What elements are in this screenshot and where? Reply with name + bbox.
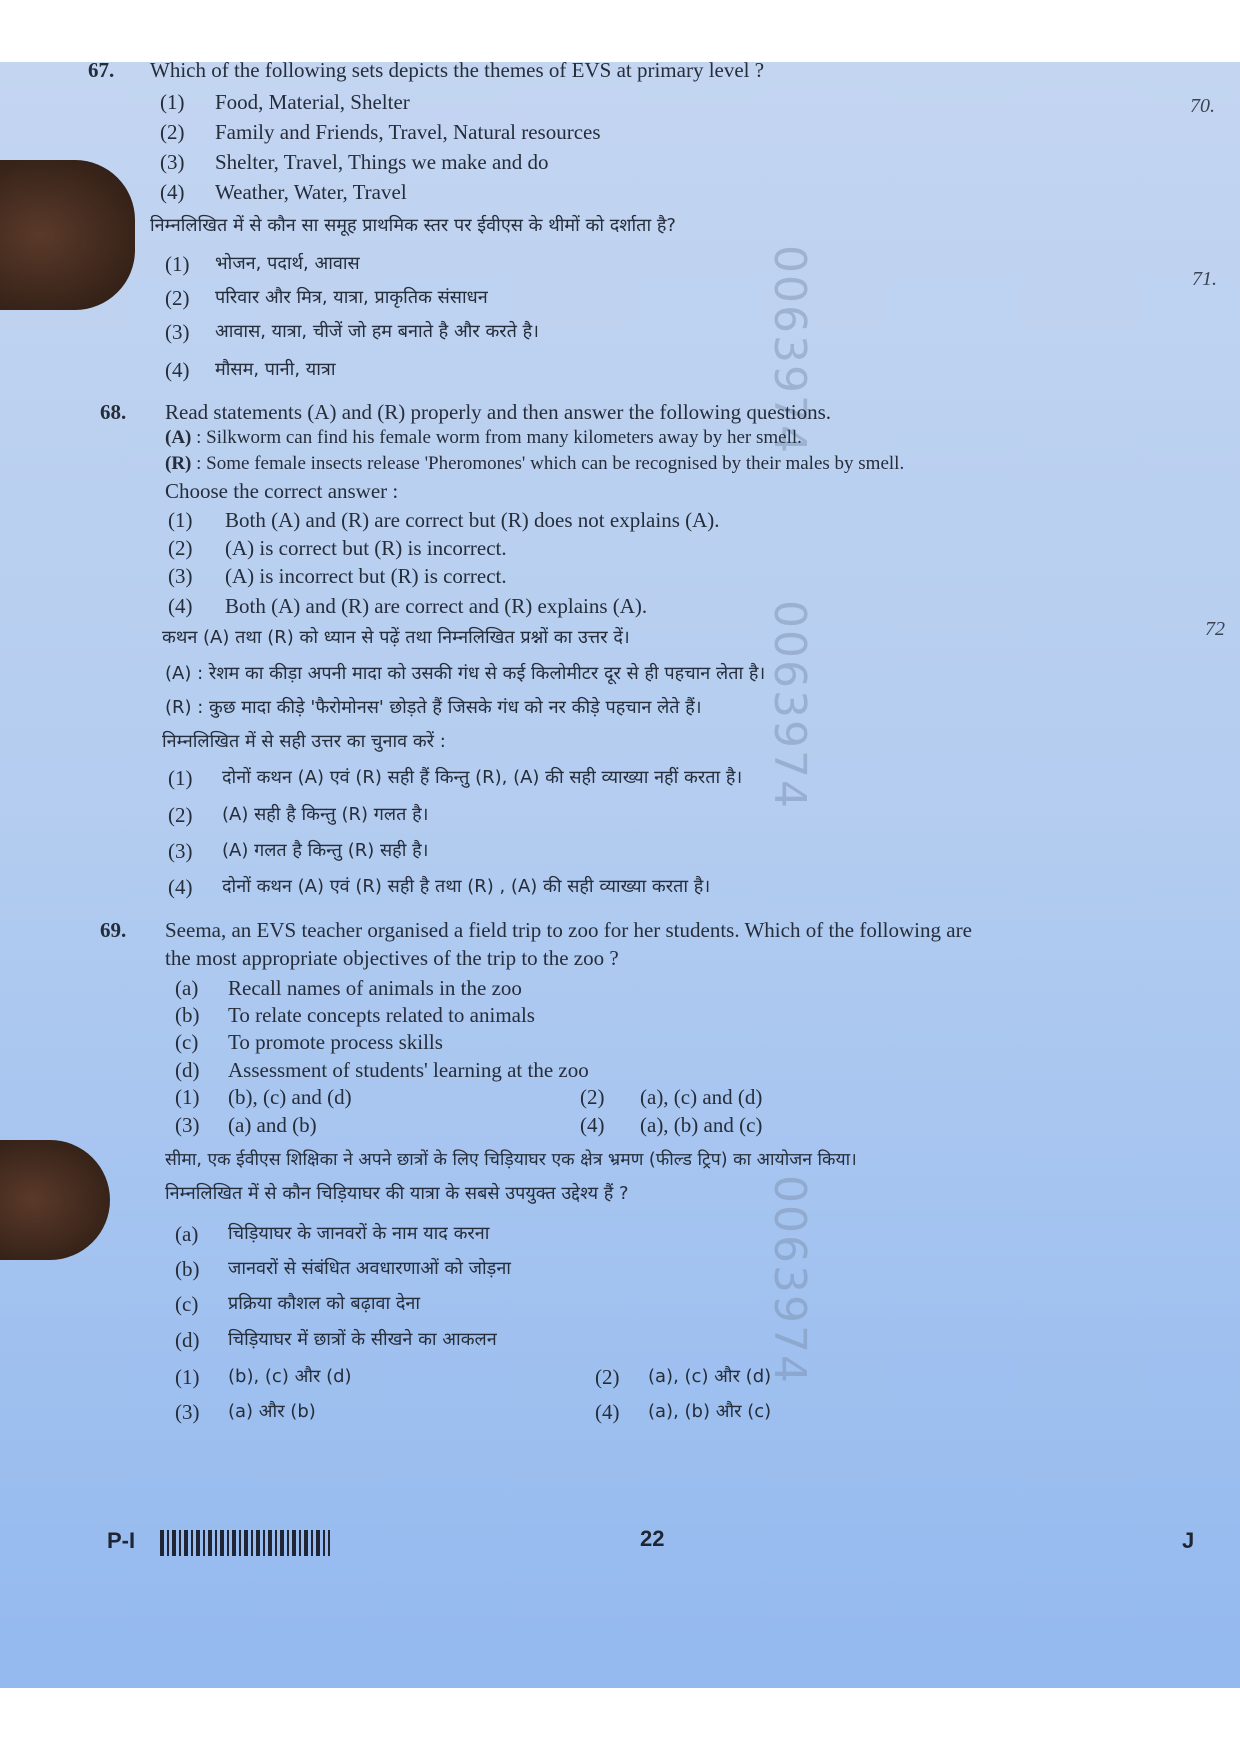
question-text: Read statements (A) and (R) properly and then answer the following questions. [165,400,832,424]
option: (A) is correct but (R) is incorrect. [225,536,507,560]
barcode [160,1530,330,1556]
option: (a), (c) and (d) [640,1085,763,1109]
option-label: (3) [160,150,185,174]
option: (a) and (b) [228,1113,317,1137]
option-label: (2) [160,120,185,144]
question-text-hindi: निम्नलिखित में से कौन सा समूह प्राथमिक स्तर पर ईवीएस के थीमों को दर्शाता है? [150,215,676,236]
question-text: Seema, an EVS teacher organised a field trip to zoo for her students. Which of the following are [165,918,972,942]
statement-label: (R) [165,453,192,474]
option-label: (2) [595,1365,620,1389]
item: To relate concepts related to animals [228,1003,535,1027]
item: Assessment of students' learning at the zoo [228,1058,589,1082]
item-label: (b) [175,1257,200,1281]
watermark: 0063974 [764,245,815,455]
assertion: : Silkworm can find his female worm from many kilometers away by her smell. [196,427,802,448]
thumb [0,160,135,310]
item-hindi: चिड़ियाघर में छात्रों के सीखने का आकलन [228,1329,497,1350]
option-label: (3) [165,320,190,344]
item-label: (c) [175,1292,199,1316]
option: (A) is incorrect but (R) is correct. [225,564,507,588]
item-label: (a) [175,976,199,1000]
item-label: (c) [175,1030,199,1054]
item-hindi: जानवरों से संबंधित अवधारणाओं को जोड़ना [228,1258,511,1279]
option: Shelter, Travel, Things we make and do [215,150,549,174]
item: To promote process skills [228,1030,443,1054]
option-label: (1) [175,1365,200,1389]
option-hindi: मौसम, पानी, यात्रा [215,359,336,380]
option-label: (2) [168,536,193,560]
page-number: 22 [640,1526,665,1551]
option-label: (4) [580,1113,605,1137]
margin-note: 71. [1192,268,1217,290]
option-label: (2) [168,803,193,827]
option-hindi: (b), (c) और (d) [228,1366,352,1387]
option: (b), (c) and (d) [228,1085,352,1109]
option: Food, Material, Shelter [215,90,410,114]
item-hindi: प्रक्रिया कौशल को बढ़ावा देना [228,1293,421,1314]
option-label: (2) [165,286,190,310]
option-hindi: भोजन, पदार्थ, आवास [215,253,360,274]
watermark: 0063974 [764,600,815,810]
item-label: (a) [175,1222,199,1246]
question-text: the most appropriate objectives of the trip to the zoo ? [165,946,619,970]
question-number: 67. [88,58,115,82]
question-number: 69. [100,918,127,942]
instruction-hindi: निम्नलिखित में से सही उत्तर का चुनाव करें : [162,731,446,752]
option-label: (1) [160,90,185,114]
instruction: Choose the correct answer : [165,479,399,503]
option-hindi: (a), (b) और (c) [648,1401,772,1422]
option-label: (1) [168,766,193,790]
reason-hindi: (R) : कुछ मादा कीड़े 'फैरोमोनस' छोड़ते हैं जिसके गंध को नर कीड़े पहचान लेते हैं। [165,697,702,718]
option-label: (1) [168,508,193,532]
margin-note: 70. [1190,95,1215,117]
option-hindi: दोनों कथन (A) एवं (R) सही है तथा (R) , (A) की सही व्याख्या करता है। [222,876,711,897]
watermark: 0063974 [764,1175,815,1385]
question-number: 68. [100,400,127,424]
option-hindi: दोनों कथन (A) एवं (R) सही हैं किन्तु (R), (A) की सही व्याख्या नहीं करता है। [222,767,743,788]
item-hindi: चिड़ियाघर के जानवरों के नाम याद करना [228,1223,490,1244]
item-label: (d) [175,1058,200,1082]
option: Weather, Water, Travel [215,180,407,204]
option-label: (3) [168,564,193,588]
option-label: (1) [165,252,190,276]
option-label: (4) [168,594,193,618]
item-label: (d) [175,1328,200,1352]
question-text: Which of the following sets depicts the themes of EVS at primary level ? [150,58,765,82]
margin-note: 72 [1205,618,1225,640]
item: Recall names of animals in the zoo [228,976,522,1000]
option-label: (4) [160,180,185,204]
paper-code: P-I [107,1528,136,1553]
option-hindi: (A) गलत है किन्तु (R) सही है। [222,840,429,861]
set-code: J [1182,1528,1195,1553]
option-label: (2) [580,1085,605,1109]
option-hindi: (a) और (b) [228,1401,316,1422]
option-label: (3) [168,839,193,863]
option-label: (3) [175,1400,200,1424]
assertion-hindi: (A) : रेशम का कीड़ा अपनी मादा को उसकी गंध से कई किलोमीटर दूर से ही पहचान लेता है। [165,663,766,684]
option-label: (3) [175,1113,200,1137]
option-label: (4) [595,1400,620,1424]
option-hindi: (a), (c) और (d) [648,1366,772,1387]
question-text-hindi: निम्नलिखित में से कौन चिड़ियाघर की यात्रा के सबसे उपयुक्त उद्देश्य हैं ? [165,1183,629,1204]
statement-label: (A) [165,427,192,448]
item-label: (b) [175,1003,200,1027]
option-label: (4) [165,358,190,382]
option-hindi: परिवार और मित्र, यात्रा, प्राकृतिक संसाधन [215,287,488,308]
option: Both (A) and (R) are correct but (R) does not explains (A). [225,508,720,532]
option-label: (1) [175,1085,200,1109]
option-hindi: आवास, यात्रा, चीजें जो हम बनाते है और करते है। [215,321,540,342]
reason: : Some female insects release 'Pheromones' which can be recognised by their males by smell. [196,453,905,474]
option: Both (A) and (R) are correct and (R) explains (A). [225,594,648,618]
option-label: (4) [168,875,193,899]
option: (a), (b) and (c) [640,1113,763,1137]
question-text-hindi: कथन (A) तथा (R) को ध्यान से पढ़ें तथा निम्नलिखित प्रश्नों का उत्तर दें। [162,627,630,648]
option-hindi: (A) सही है किन्तु (R) गलत है। [222,804,429,825]
question-text-hindi: सीमा, एक ईवीएस शिक्षिका ने अपने छात्रों के लिए चिड़ियाघर एक क्षेत्र भ्रमण (फील्ड ट्रिप) का आयोजन किया। [165,1150,857,1170]
option: Family and Friends, Travel, Natural resources [215,120,601,144]
